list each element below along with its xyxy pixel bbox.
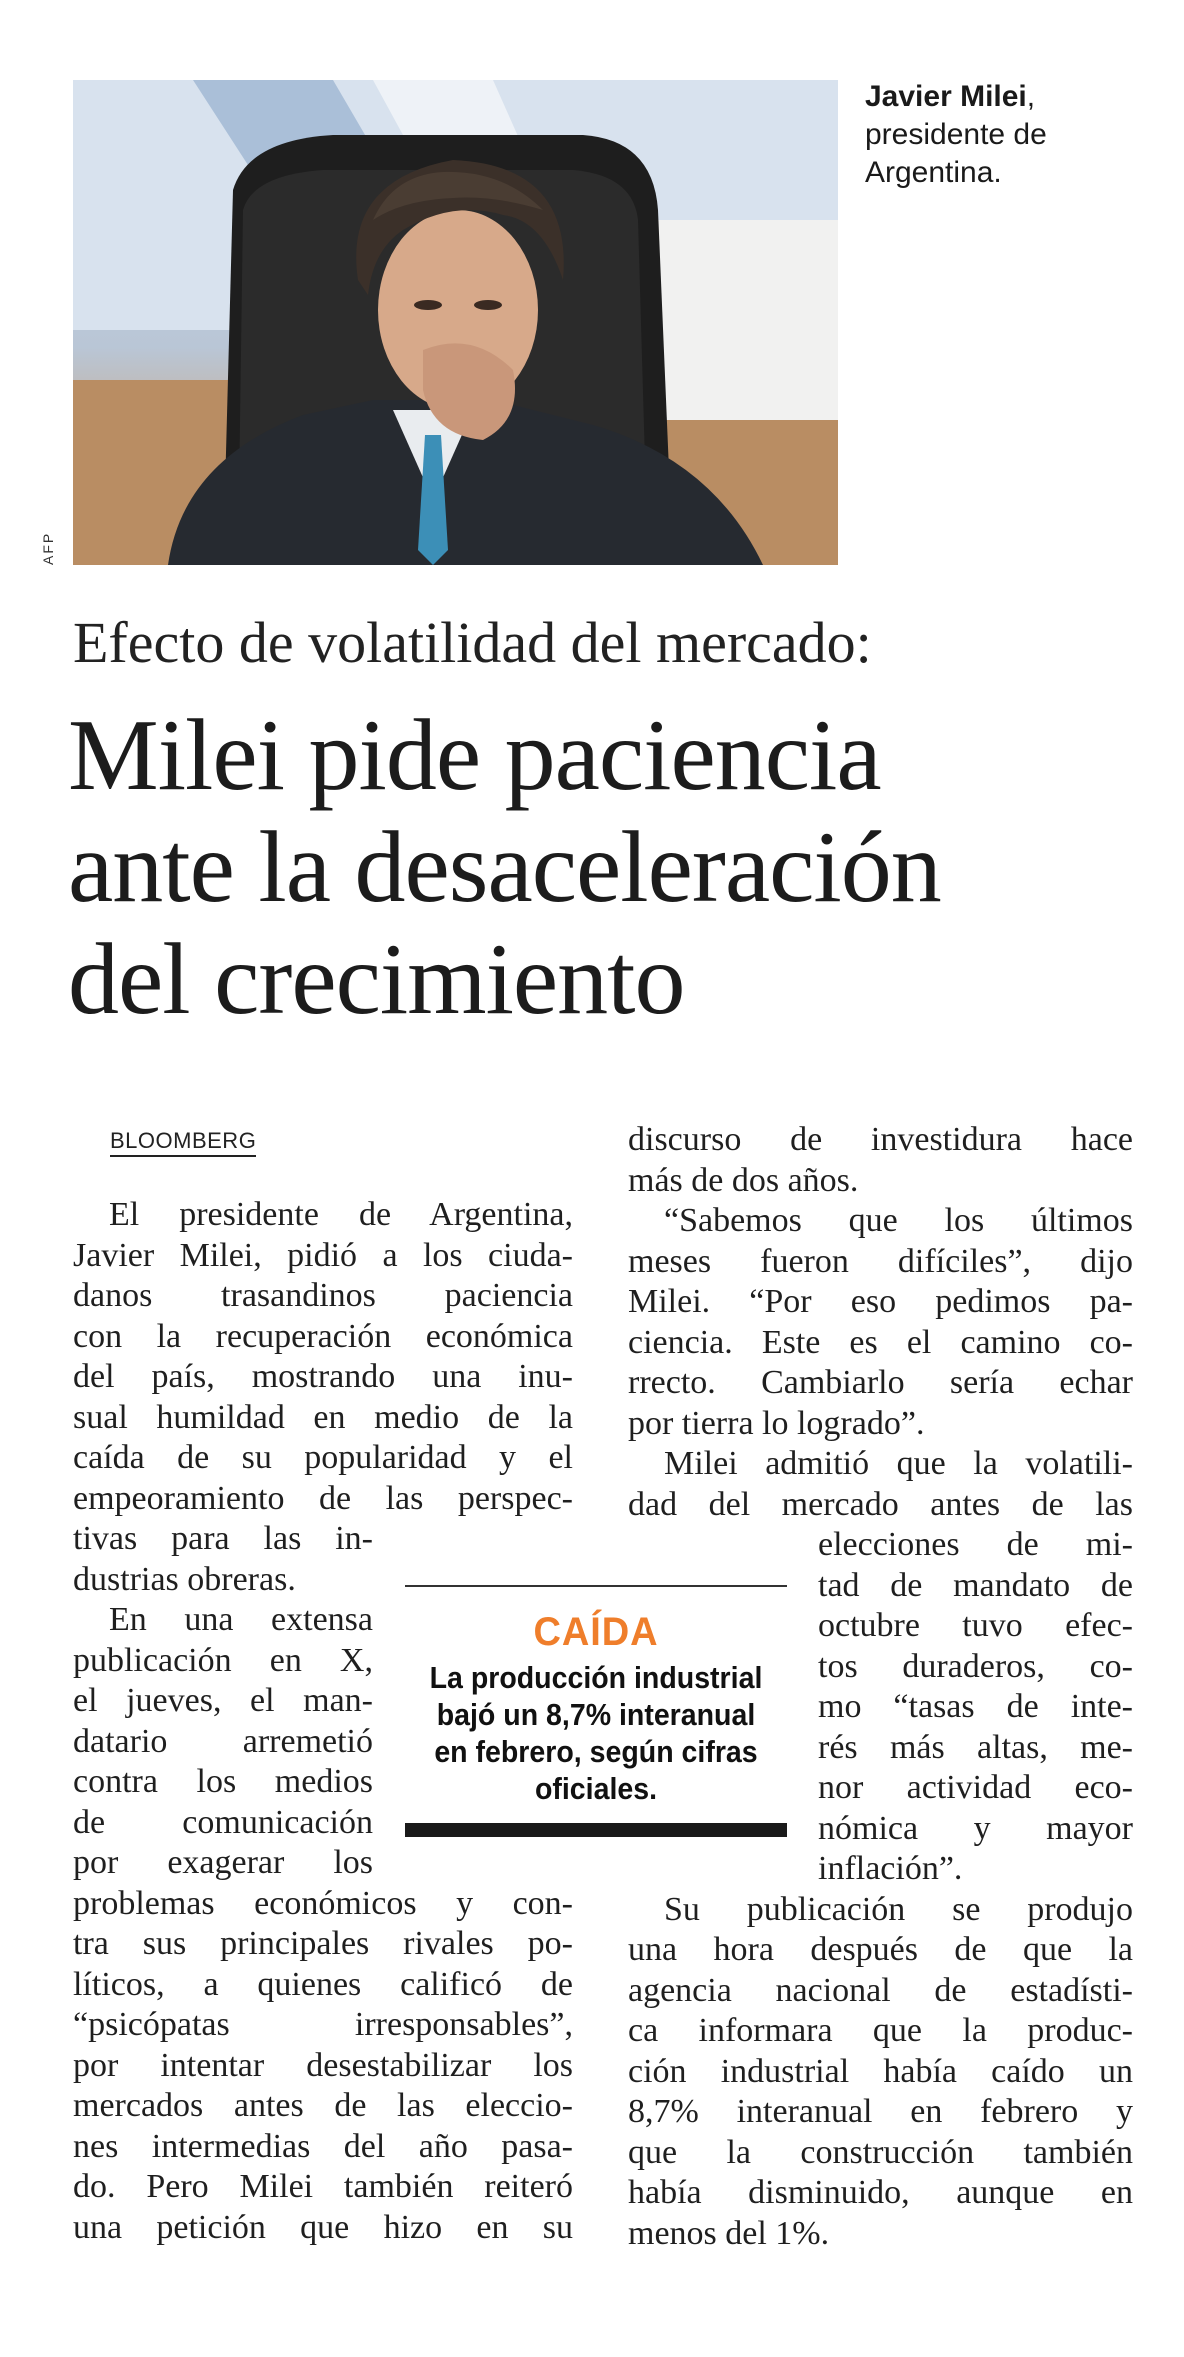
article-line: rrecto. Cambiarlo sería echar xyxy=(628,1364,1133,1401)
article-line: del país, mostrando una inu- xyxy=(73,1358,573,1395)
article-line: por tierra lo logrado”. xyxy=(628,1404,925,1442)
article-line: nes intermedias del año pasa- xyxy=(73,2127,573,2165)
pull-quote-tag: CAÍDA xyxy=(533,1610,659,1654)
article-line: que la construcción también xyxy=(628,2133,1133,2171)
article-line: una petición que hizo en su xyxy=(73,2208,573,2246)
article-line: datario arremetió xyxy=(73,1722,373,1760)
article-line: do. Pero Milei también reiteró xyxy=(73,2168,573,2205)
article-photo xyxy=(73,80,838,565)
headline-line: del crecimiento xyxy=(68,923,685,1036)
headline xyxy=(68,700,1158,1036)
headline-line: ante la desaceleración xyxy=(68,811,941,924)
article-line: ciencia. Este es el camino co- xyxy=(628,1323,1133,1361)
article-line: ción industrial había caído un xyxy=(628,2052,1133,2090)
article-line: octubre tuvo efec- xyxy=(818,1607,1133,1644)
article-line: había disminuido, aunque en xyxy=(628,2174,1133,2211)
article-line: menos del 1%. xyxy=(628,2214,830,2252)
article-line: publicación en X, xyxy=(73,1641,373,1679)
article-line: problemas económicos y con- xyxy=(73,1884,573,1922)
pull-quote-top-rule xyxy=(405,1585,787,1587)
article-line: una hora después de que la xyxy=(628,1931,1133,1968)
article-line: elecciones de mi- xyxy=(818,1526,1133,1563)
kicker: Efecto de volatilidad del mercado: xyxy=(73,610,872,675)
caption-name: Javier Milei xyxy=(865,80,1027,113)
article-line: agencia nacional de estadísti- xyxy=(628,1971,1133,2009)
pull-quote-text: La producción industrial bajó un 8,7% interanual en febrero, según cifras oficiales. xyxy=(429,1660,763,1806)
article-line: caída de su popularidad y el xyxy=(73,1439,573,1476)
article-line: empeoramiento de las perspec- xyxy=(73,1479,573,1517)
article-line: En una extensa xyxy=(109,1601,373,1638)
article-line: “Sabemos que los últimos xyxy=(664,1202,1133,1239)
article-line: más de dos años. xyxy=(628,1161,859,1199)
article-line: dustrias obreras. xyxy=(73,1560,296,1598)
article-line: rés más altas, me- xyxy=(818,1728,1133,1766)
article-line: tad de mandato de xyxy=(818,1566,1133,1604)
byline: BLOOMBERG xyxy=(110,1128,256,1157)
article-line: Su publicación se produjo xyxy=(664,1890,1133,1928)
article-line: el jueves, el man- xyxy=(73,1682,373,1719)
article-line: inflación”. xyxy=(818,1850,963,1887)
photo-credit: AFP xyxy=(40,531,56,565)
article-line: contra los medios xyxy=(73,1763,373,1800)
article-line: ca informara que la produc- xyxy=(628,2012,1133,2049)
photo-caption xyxy=(865,78,1165,192)
pull-quote xyxy=(405,1585,787,1837)
article-line: mercados antes de las eleccio- xyxy=(73,2087,573,2124)
article-line: nómica y mayor xyxy=(818,1809,1133,1847)
article-line: con la recuperación económica xyxy=(73,1317,573,1355)
article-line: tra sus principales rivales po- xyxy=(73,1925,573,1962)
article-line: El presidente de Argentina, xyxy=(109,1196,573,1233)
caption-text: , presidente de Argentina. xyxy=(865,80,1047,189)
article-line: meses fueron difíciles”, dijo xyxy=(628,1242,1133,1280)
article-line: por exagerar los xyxy=(73,1844,373,1881)
article-line: sual humildad en medio de la xyxy=(73,1398,573,1436)
article-line: nor actividad eco- xyxy=(818,1769,1133,1806)
headline-line: Milei pide paciencia xyxy=(68,699,881,812)
article-line: Milei. “Por eso pedimos pa- xyxy=(628,1283,1133,1320)
article-line: 8,7% interanual en febrero y xyxy=(628,2093,1133,2130)
article-line: por intentar desestabilizar los xyxy=(73,2046,573,2084)
article-line: discurso de investidura hace xyxy=(628,1121,1133,1158)
article-line: tivas para las in- xyxy=(73,1520,373,1557)
article-line: danos trasandinos paciencia xyxy=(73,1277,573,1314)
article-line: “psicópatas irresponsables”, xyxy=(73,2006,573,2043)
pull-quote-bottom-rule xyxy=(405,1823,787,1837)
article-line: Javier Milei, pidió a los ciuda- xyxy=(73,1236,573,1274)
article-line: de comunicación xyxy=(73,1803,373,1841)
milei-portrait-image xyxy=(73,80,838,565)
article-line: mo “tasas de inte- xyxy=(818,1688,1133,1725)
article-line: dad del mercado antes de las xyxy=(628,1485,1133,1523)
article-line: Milei admitió que la volatili- xyxy=(664,1445,1133,1482)
article-line: tos duraderos, co- xyxy=(818,1647,1133,1685)
article-line: líticos, a quienes calificó de xyxy=(73,1965,573,2003)
